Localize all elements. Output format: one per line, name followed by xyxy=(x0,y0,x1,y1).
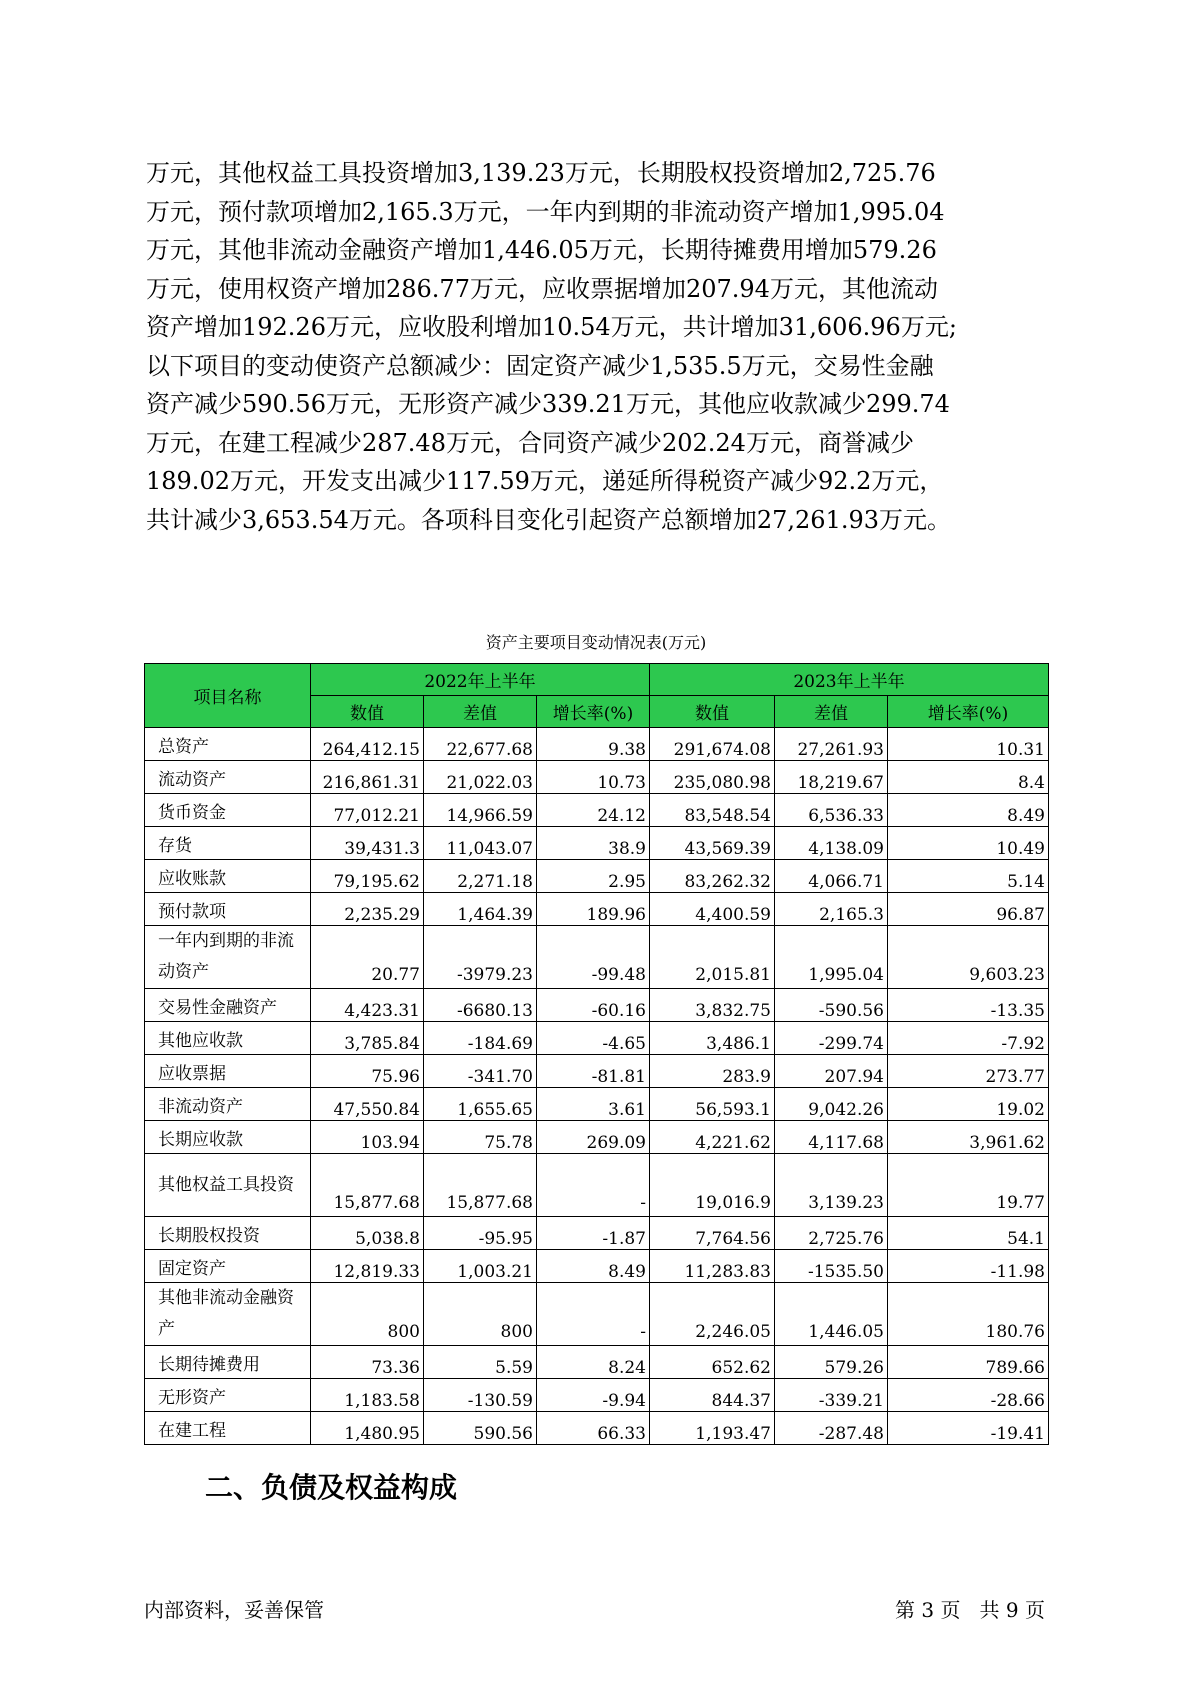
row-item-name: 非流动资产 xyxy=(145,1088,311,1121)
row-item-name: 长期应收款 xyxy=(145,1121,311,1154)
row-value-cell: -341.70 xyxy=(424,1055,537,1088)
table-row xyxy=(145,1412,1049,1445)
row-value-cell: 11,283.83 xyxy=(650,1250,775,1283)
row-value-cell: 79,195.62 xyxy=(311,860,424,893)
row-value-cell: 800 xyxy=(424,1283,537,1346)
table-row xyxy=(145,794,1049,827)
row-item-name: 应收票据 xyxy=(145,1055,311,1088)
table-row xyxy=(145,1055,1049,1088)
row-value-cell: 15,877.68 xyxy=(424,1154,537,1217)
row-value-cell: 77,012.21 xyxy=(311,794,424,827)
row-value-cell: 19,016.9 xyxy=(650,1154,775,1217)
table-row xyxy=(145,1022,1049,1055)
row-value-cell: 2,165.3 xyxy=(775,893,888,926)
row-value-cell: 652.62 xyxy=(650,1346,775,1379)
row-value-cell: 19.77 xyxy=(888,1154,1049,1217)
row-value-cell: 1,446.05 xyxy=(775,1283,888,1346)
row-value-cell: 5.14 xyxy=(888,860,1049,893)
row-item-name: 预付款项 xyxy=(145,893,311,926)
row-value-cell: 2,015.81 xyxy=(650,926,775,989)
table-row xyxy=(145,926,1049,989)
table-row xyxy=(145,827,1049,860)
row-value-cell: 5.59 xyxy=(424,1346,537,1379)
row-value-cell: -184.69 xyxy=(424,1022,537,1055)
row-value-cell: 10.73 xyxy=(537,761,650,794)
row-value-cell: 1,464.39 xyxy=(424,893,537,926)
row-value-cell: 10.49 xyxy=(888,827,1049,860)
row-item-name: 总资产 xyxy=(145,728,311,761)
table-body xyxy=(145,728,1049,1445)
body-line: 以下项目的变动使资产总额减少：固定资产减少1,535.5万元，交易性金融 xyxy=(146,351,934,380)
row-value-cell: -11.98 xyxy=(888,1250,1049,1283)
row-value-cell: 3,486.1 xyxy=(650,1022,775,1055)
footer-page-number: 第 3 页 共 9 页 xyxy=(895,1598,1045,1622)
table-row xyxy=(145,1346,1049,1379)
row-value-cell: 3,139.23 xyxy=(775,1154,888,1217)
row-item-name: 货币资金 xyxy=(145,794,311,827)
row-value-cell: 1,995.04 xyxy=(775,926,888,989)
row-value-cell: 8.4 xyxy=(888,761,1049,794)
row-value-cell: 83,548.54 xyxy=(650,794,775,827)
row-value-cell: 11,043.07 xyxy=(424,827,537,860)
body-line: 万元，其他权益工具投资增加3,139.23万元，长期股权投资增加2,725.76 xyxy=(146,159,936,187)
header-period-2022: 2022年上半年 xyxy=(311,664,650,696)
body-line: 万元，预付款项增加2,165.3万元，一年内到期的非流动资产增加1,995.04 xyxy=(146,197,945,226)
body-line: 万元，在建工程减少287.48万元，合同资产减少202.24万元，商誉减少 xyxy=(146,428,914,457)
row-value-cell: -9.94 xyxy=(537,1379,650,1412)
table-row xyxy=(145,1121,1049,1154)
row-value-cell: 4,066.71 xyxy=(775,860,888,893)
row-value-cell: 269.09 xyxy=(537,1121,650,1154)
row-value-cell: 24.12 xyxy=(537,794,650,827)
row-value-cell: 9.38 xyxy=(537,728,650,761)
row-value-cell: 4,117.68 xyxy=(775,1121,888,1154)
row-value-cell: -6680.13 xyxy=(424,989,537,1022)
row-value-cell: 4,400.59 xyxy=(650,893,775,926)
row-value-cell: -19.41 xyxy=(888,1412,1049,1445)
row-value-cell: 2,235.29 xyxy=(311,893,424,926)
body-paragraph xyxy=(146,154,1046,539)
row-value-cell: -95.95 xyxy=(424,1217,537,1250)
header-rate-2022: 增长率(%) xyxy=(537,696,650,728)
table-row xyxy=(145,1217,1049,1250)
row-value-cell: 75.96 xyxy=(311,1055,424,1088)
row-value-cell: 216,861.31 xyxy=(311,761,424,794)
table-row xyxy=(145,893,1049,926)
row-value-cell: 43,569.39 xyxy=(650,827,775,860)
row-item-name: 存货 xyxy=(145,827,311,860)
row-value-cell: -590.56 xyxy=(775,989,888,1022)
row-value-cell: 283.9 xyxy=(650,1055,775,1088)
row-value-cell: 39,431.3 xyxy=(311,827,424,860)
row-value-cell: 844.37 xyxy=(650,1379,775,1412)
row-value-cell: 235,080.98 xyxy=(650,761,775,794)
body-line: 资产减少590.56万元，无形资产减少339.21万元，其他应收款减少299.74 xyxy=(146,390,950,418)
row-value-cell: -28.66 xyxy=(888,1379,1049,1412)
row-item-name: 固定资产 xyxy=(145,1250,311,1283)
row-value-cell: 579.26 xyxy=(775,1346,888,1379)
row-value-cell: 189.96 xyxy=(537,893,650,926)
row-value-cell: 1,193.47 xyxy=(650,1412,775,1445)
header-value-2022: 数值 xyxy=(311,696,424,728)
row-value-cell: 3.61 xyxy=(537,1088,650,1121)
body-line: 资产增加192.26万元，应收股利增加10.54万元，共计增加31,606.96万元; xyxy=(146,313,957,341)
row-value-cell: 20.77 xyxy=(311,926,424,989)
row-value-cell: 19.02 xyxy=(888,1088,1049,1121)
row-value-cell: 3,832.75 xyxy=(650,989,775,1022)
row-value-cell: -299.74 xyxy=(775,1022,888,1055)
row-item-name: 一年内到期的非流动资产 xyxy=(145,926,311,989)
row-value-cell: -99.48 xyxy=(537,926,650,989)
row-value-cell: 180.76 xyxy=(888,1283,1049,1346)
row-value-cell: -13.35 xyxy=(888,989,1049,1022)
header-value-2023: 数值 xyxy=(650,696,775,728)
row-value-cell: 9,603.23 xyxy=(888,926,1049,989)
row-value-cell: 27,261.93 xyxy=(775,728,888,761)
row-value-cell: 273.77 xyxy=(888,1055,1049,1088)
footer-confidential-note: 内部资料，妥善保管 xyxy=(144,1598,324,1622)
row-value-cell: 6,536.33 xyxy=(775,794,888,827)
asset-change-table xyxy=(144,663,1049,1445)
row-value-cell: 590.56 xyxy=(424,1412,537,1445)
header-period-2023: 2023年上半年 xyxy=(650,664,1049,696)
row-item-name: 其他权益工具投资 xyxy=(145,1154,311,1217)
table-row xyxy=(145,761,1049,794)
row-value-cell: 8.49 xyxy=(537,1250,650,1283)
row-value-cell: 4,423.31 xyxy=(311,989,424,1022)
row-value-cell: - xyxy=(537,1154,650,1217)
table-row xyxy=(145,1154,1049,1217)
table-row xyxy=(145,1379,1049,1412)
row-value-cell: 21,022.03 xyxy=(424,761,537,794)
row-value-cell: 800 xyxy=(311,1283,424,1346)
row-value-cell: 66.33 xyxy=(537,1412,650,1445)
row-value-cell: 96.87 xyxy=(888,893,1049,926)
row-item-name: 无形资产 xyxy=(145,1379,311,1412)
row-value-cell: 1,480.95 xyxy=(311,1412,424,1445)
row-value-cell: -130.59 xyxy=(424,1379,537,1412)
body-line: 万元，使用权资产增加286.77万元，应收票据增加207.94万元，其他流动 xyxy=(146,274,938,303)
row-value-cell: 7,764.56 xyxy=(650,1217,775,1250)
row-value-cell: 789.66 xyxy=(888,1346,1049,1379)
row-value-cell: 2,271.18 xyxy=(424,860,537,893)
row-value-cell: 83,262.32 xyxy=(650,860,775,893)
row-value-cell: -3979.23 xyxy=(424,926,537,989)
row-value-cell: 38.9 xyxy=(537,827,650,860)
row-value-cell: -1535.50 xyxy=(775,1250,888,1283)
row-value-cell: 2,725.76 xyxy=(775,1217,888,1250)
row-item-name: 应收账款 xyxy=(145,860,311,893)
header-diff-2023: 差值 xyxy=(775,696,888,728)
body-line: 189.02万元，开发支出减少117.59万元，递延所得税资产减少92.2万元， xyxy=(146,467,944,495)
body-line: 万元，其他非流动金融资产增加1,446.05万元，长期待摊费用增加579.26 xyxy=(146,236,937,264)
row-value-cell: 18,219.67 xyxy=(775,761,888,794)
row-value-cell: -287.48 xyxy=(775,1412,888,1445)
row-value-cell: -339.21 xyxy=(775,1379,888,1412)
row-value-cell: 3,785.84 xyxy=(311,1022,424,1055)
table-row xyxy=(145,1283,1049,1346)
row-value-cell: 75.78 xyxy=(424,1121,537,1154)
row-value-cell: 3,961.62 xyxy=(888,1121,1049,1154)
row-value-cell: -4.65 xyxy=(537,1022,650,1055)
row-value-cell: 264,412.15 xyxy=(311,728,424,761)
row-value-cell: 207.94 xyxy=(775,1055,888,1088)
header-diff-2022: 差值 xyxy=(424,696,537,728)
row-value-cell: - xyxy=(537,1283,650,1346)
row-value-cell: 4,221.62 xyxy=(650,1121,775,1154)
table-row xyxy=(145,860,1049,893)
row-value-cell: 5,038.8 xyxy=(311,1217,424,1250)
row-item-name: 交易性金融资产 xyxy=(145,989,311,1022)
row-value-cell: 2.95 xyxy=(537,860,650,893)
row-item-name: 在建工程 xyxy=(145,1412,311,1445)
row-value-cell: 291,674.08 xyxy=(650,728,775,761)
row-value-cell: 22,677.68 xyxy=(424,728,537,761)
header-item-name: 项目名称 xyxy=(145,664,311,728)
row-item-name: 其他非流动金融资产 xyxy=(145,1283,311,1346)
table-row xyxy=(145,989,1049,1022)
table-caption: 资产主要项目变动情况表(万元) xyxy=(485,633,707,652)
row-value-cell: -81.81 xyxy=(537,1055,650,1088)
row-value-cell: 54.1 xyxy=(888,1217,1049,1250)
row-item-name: 长期股权投资 xyxy=(145,1217,311,1250)
row-value-cell: -60.16 xyxy=(537,989,650,1022)
row-item-name: 长期待摊费用 xyxy=(145,1346,311,1379)
row-value-cell: 47,550.84 xyxy=(311,1088,424,1121)
header-rate-2023: 增长率(%) xyxy=(888,696,1049,728)
row-value-cell: 14,966.59 xyxy=(424,794,537,827)
table-row xyxy=(145,728,1049,761)
row-value-cell: 1,183.58 xyxy=(311,1379,424,1412)
row-value-cell: 8.49 xyxy=(888,794,1049,827)
section-heading: 二、负债及权益构成 xyxy=(205,1471,458,1504)
row-item-name: 流动资产 xyxy=(145,761,311,794)
body-line: 共计减少3,653.54万元。各项科目变化引起资产总额增加27,261.93万元。 xyxy=(146,505,952,534)
row-value-cell: 73.36 xyxy=(311,1346,424,1379)
row-value-cell: 4,138.09 xyxy=(775,827,888,860)
row-value-cell: 9,042.26 xyxy=(775,1088,888,1121)
row-value-cell: -1.87 xyxy=(537,1217,650,1250)
row-value-cell: 103.94 xyxy=(311,1121,424,1154)
row-value-cell: 56,593.1 xyxy=(650,1088,775,1121)
row-value-cell: 15,877.68 xyxy=(311,1154,424,1217)
table-row xyxy=(145,1088,1049,1121)
row-value-cell: -7.92 xyxy=(888,1022,1049,1055)
table-row xyxy=(145,1250,1049,1283)
row-value-cell: 1,003.21 xyxy=(424,1250,537,1283)
row-value-cell: 1,655.65 xyxy=(424,1088,537,1121)
row-value-cell: 2,246.05 xyxy=(650,1283,775,1346)
row-value-cell: 8.24 xyxy=(537,1346,650,1379)
row-item-name: 其他应收款 xyxy=(145,1022,311,1055)
row-value-cell: 12,819.33 xyxy=(311,1250,424,1283)
row-value-cell: 10.31 xyxy=(888,728,1049,761)
